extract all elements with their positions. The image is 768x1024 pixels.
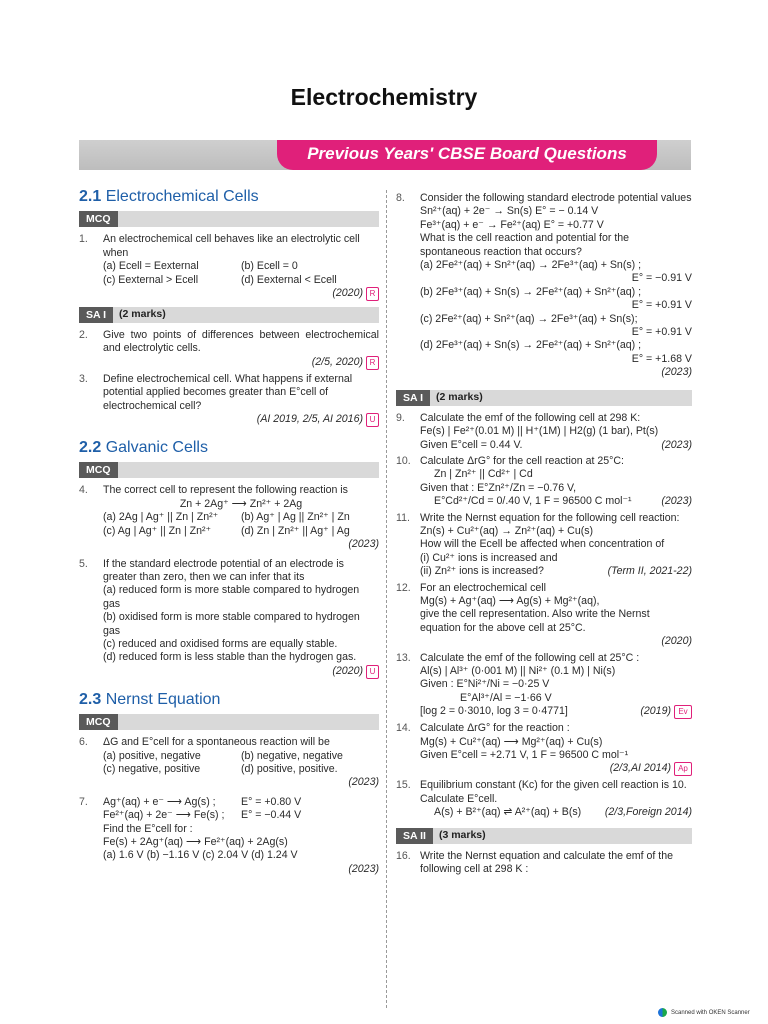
question-1: 1. An electrochemical cell behaves like an electrolytic cell when (a) Ecell = Eexternal (b) Ecell = 0 (c) Eexternal > Ecell (d) Eexternal < Ecell (2020) R xyxy=(79,233,379,301)
scanner-watermark: Scanned with OKEN Scanner xyxy=(658,1008,750,1017)
question-14: 14. Calculate ΔrG° for the reaction : Mg(s) + Cu²⁺(aq) ⟶ Mg²⁺(aq) + Cu(s) Given E°cell = +2.71 V, 1 F = 96500 C mol⁻¹ (2/3,AI 2014) Ap xyxy=(396,722,692,776)
mcq-tag: MCQ xyxy=(79,462,379,478)
difficulty-badge: R xyxy=(366,287,379,301)
scanner-logo-icon xyxy=(658,1008,667,1017)
question-15: 15. Equilibrium constant (Kc) for the given cell reaction is 10. Calculate E°cell. A(s) + B²⁺(aq) ⇌ A²⁺(aq) + B(s) (2/3,Foreign 2014) xyxy=(396,779,692,819)
difficulty-badge: U xyxy=(366,665,379,679)
sa1-tag: SA I (2 marks) xyxy=(396,390,692,406)
question-12: 12. For an electrochemical cell Mg(s) + Ag⁺(aq) ⟶ Ag(s) + Mg²⁺(aq), give the cell representation. Also write the Nernst equation for the above cell at 25°C. (2020) xyxy=(396,581,692,648)
sa1-tag: SA I (2 marks) xyxy=(79,307,379,323)
left-column xyxy=(79,176,379,879)
page-title: Electrochemistry xyxy=(290,84,478,110)
column-divider xyxy=(386,190,387,1008)
question-10: 10. Calculate ΔrG° for the cell reaction at 25°C: Zn | Zn²⁺ || Cd²⁺ | Cd Given that : E°Zn²⁺/Zn = −0.76 V, E°Cd²⁺/Cd = 0/.40 V, 1 F = 96500 C mol⁻¹ (2023) xyxy=(396,454,692,508)
question-2: 2. Give two points of differences between electrochemical and electrolytic cells. (2/5, 2020) R xyxy=(79,329,379,368)
question-7: 7. Ag⁺(aq) + e⁻ ⟶ Ag(s) ; E° = +0.80 V Fe²⁺(aq) + 2e⁻ ⟶ Fe(s) ; E° = −0.44 V Find the E°cell for : Fe(s) + 2Ag⁺(aq) ⟶ Fe²⁺(aq) + 2Ag(s) (a) 1.6 V (b) −1.16 V (c) 2.04 V (d) 1.24 V (2023) xyxy=(79,795,379,875)
difficulty-badge: Ev xyxy=(674,705,692,719)
question-11: 11. Write the Nernst equation for the following cell reaction: Zn(s) + Cu²⁺(aq) → Zn²⁺(aq) + Cu(s) How will the Ecell be affected when concentration of (i) Cu²⁺ ions is increased and (ii) Zn²⁺ ions is increased? (Term II, 2021-22) xyxy=(396,511,692,578)
difficulty-badge: R xyxy=(366,356,379,370)
section-heading-2-1: 2.1 Electrochemical Cells xyxy=(79,188,259,205)
question-5: 5. If the standard electrode potential of an electrode is greater than zero, then we can infer that its (a) reduced form is more stable compared to hydrogen gas (b) oxidised form is more stable compared to hydrogen gas (c) reduced and oxidised forms are equally stable. (d) reduced form is less stable than the hydrogen gas. (2020) U xyxy=(79,558,379,679)
sa2-tag: SA II (3 marks) xyxy=(396,828,692,844)
banner-title: Previous Years' CBSE Board Questions xyxy=(277,140,657,170)
question-6: 6. ΔG and E°cell for a spontaneous reaction will be (a) positive, negative (b) negative, negative (c) negative, positive (d) positive, positive. (2023) xyxy=(79,736,379,789)
question-16: 16. Write the Nernst equation and calculate the emf of the following cell at 298 K : xyxy=(396,849,674,876)
section-banner xyxy=(79,140,691,170)
section-heading-2-2: 2.2 Galvanic Cells xyxy=(79,439,208,457)
mcq-tag: MCQ xyxy=(79,714,379,730)
question-13: 13. Calculate the emf of the following cell at 25°C : Al(s) | Al³⁺ (0·001 M) || Ni²⁺ (0.1 M) | Ni(s) Given : E°Ni²⁺/Ni = −0·25 V E°Al³⁺/Al = −1·66 V [log 2 = 0·3010, log 3 = 0·4771] (2019) Ev xyxy=(396,652,692,720)
mcq-tag: MCQ xyxy=(79,211,379,227)
right-column xyxy=(396,176,692,879)
question-8: 8. Consider the following standard electrode potential values Sn²⁺(aq) + 2e⁻ → Sn(s) E° = − 0.14 V Fe³⁺(aq) + e⁻ → Fe²⁺(aq) E° = +0.77 V What is the cell reaction and potential for the spontaneous reaction that occurs? (a) 2Fe²⁺(aq) + Sn²⁺(aq) → 2Fe³⁺(aq) + Sn(s) ; E° = −0.91 V (b) 2Fe³⁺(aq) + Sn(s) → 2Fe²⁺(aq) + Sn²⁺(aq) ; E° = +0.91 V (c) 2Fe²⁺(aq) + Sn²⁺(aq) → 2Fe³⁺(aq) + Sn(s); E° = +0.91 V (d) 2Fe³⁺(aq) + Sn(s) → 2Fe²⁺(aq) + Sn²⁺(aq) ; E° = +1.68 V (2023) xyxy=(396,192,692,379)
question-3: 3. Define electrochemical cell. What happens if external potential applied becomes greater than E°cell of electrochemical cell? (AI 2019, 2/5, AI 2016) U xyxy=(79,373,379,427)
question-9: 9. Calculate the emf of the following cell at 298 K: Fe(s) | Fe²⁺(0.01 M) || H⁺(1M) | H2(g) (1 bar), Pt(s) Given E°cell = 0.44 V. (2023) xyxy=(396,411,692,451)
difficulty-badge: U xyxy=(366,413,379,427)
difficulty-badge: Ap xyxy=(674,762,692,776)
question-4: 4. The correct cell to represent the following reaction is Zn + 2Ag⁺ ⟶ Zn²⁺ + 2Ag (a) 2Ag | Ag⁺ || Zn | Zn²⁺ (b) Ag⁺ | Ag || Zn²⁺ | Zn (c) Ag | Ag⁺ || Zn | Zn²⁺ (d) Zn | Zn²⁺ || Ag⁺ | Ag (2023) xyxy=(79,484,379,551)
section-heading-2-3: 2.3 Nernst Equation xyxy=(79,690,221,708)
